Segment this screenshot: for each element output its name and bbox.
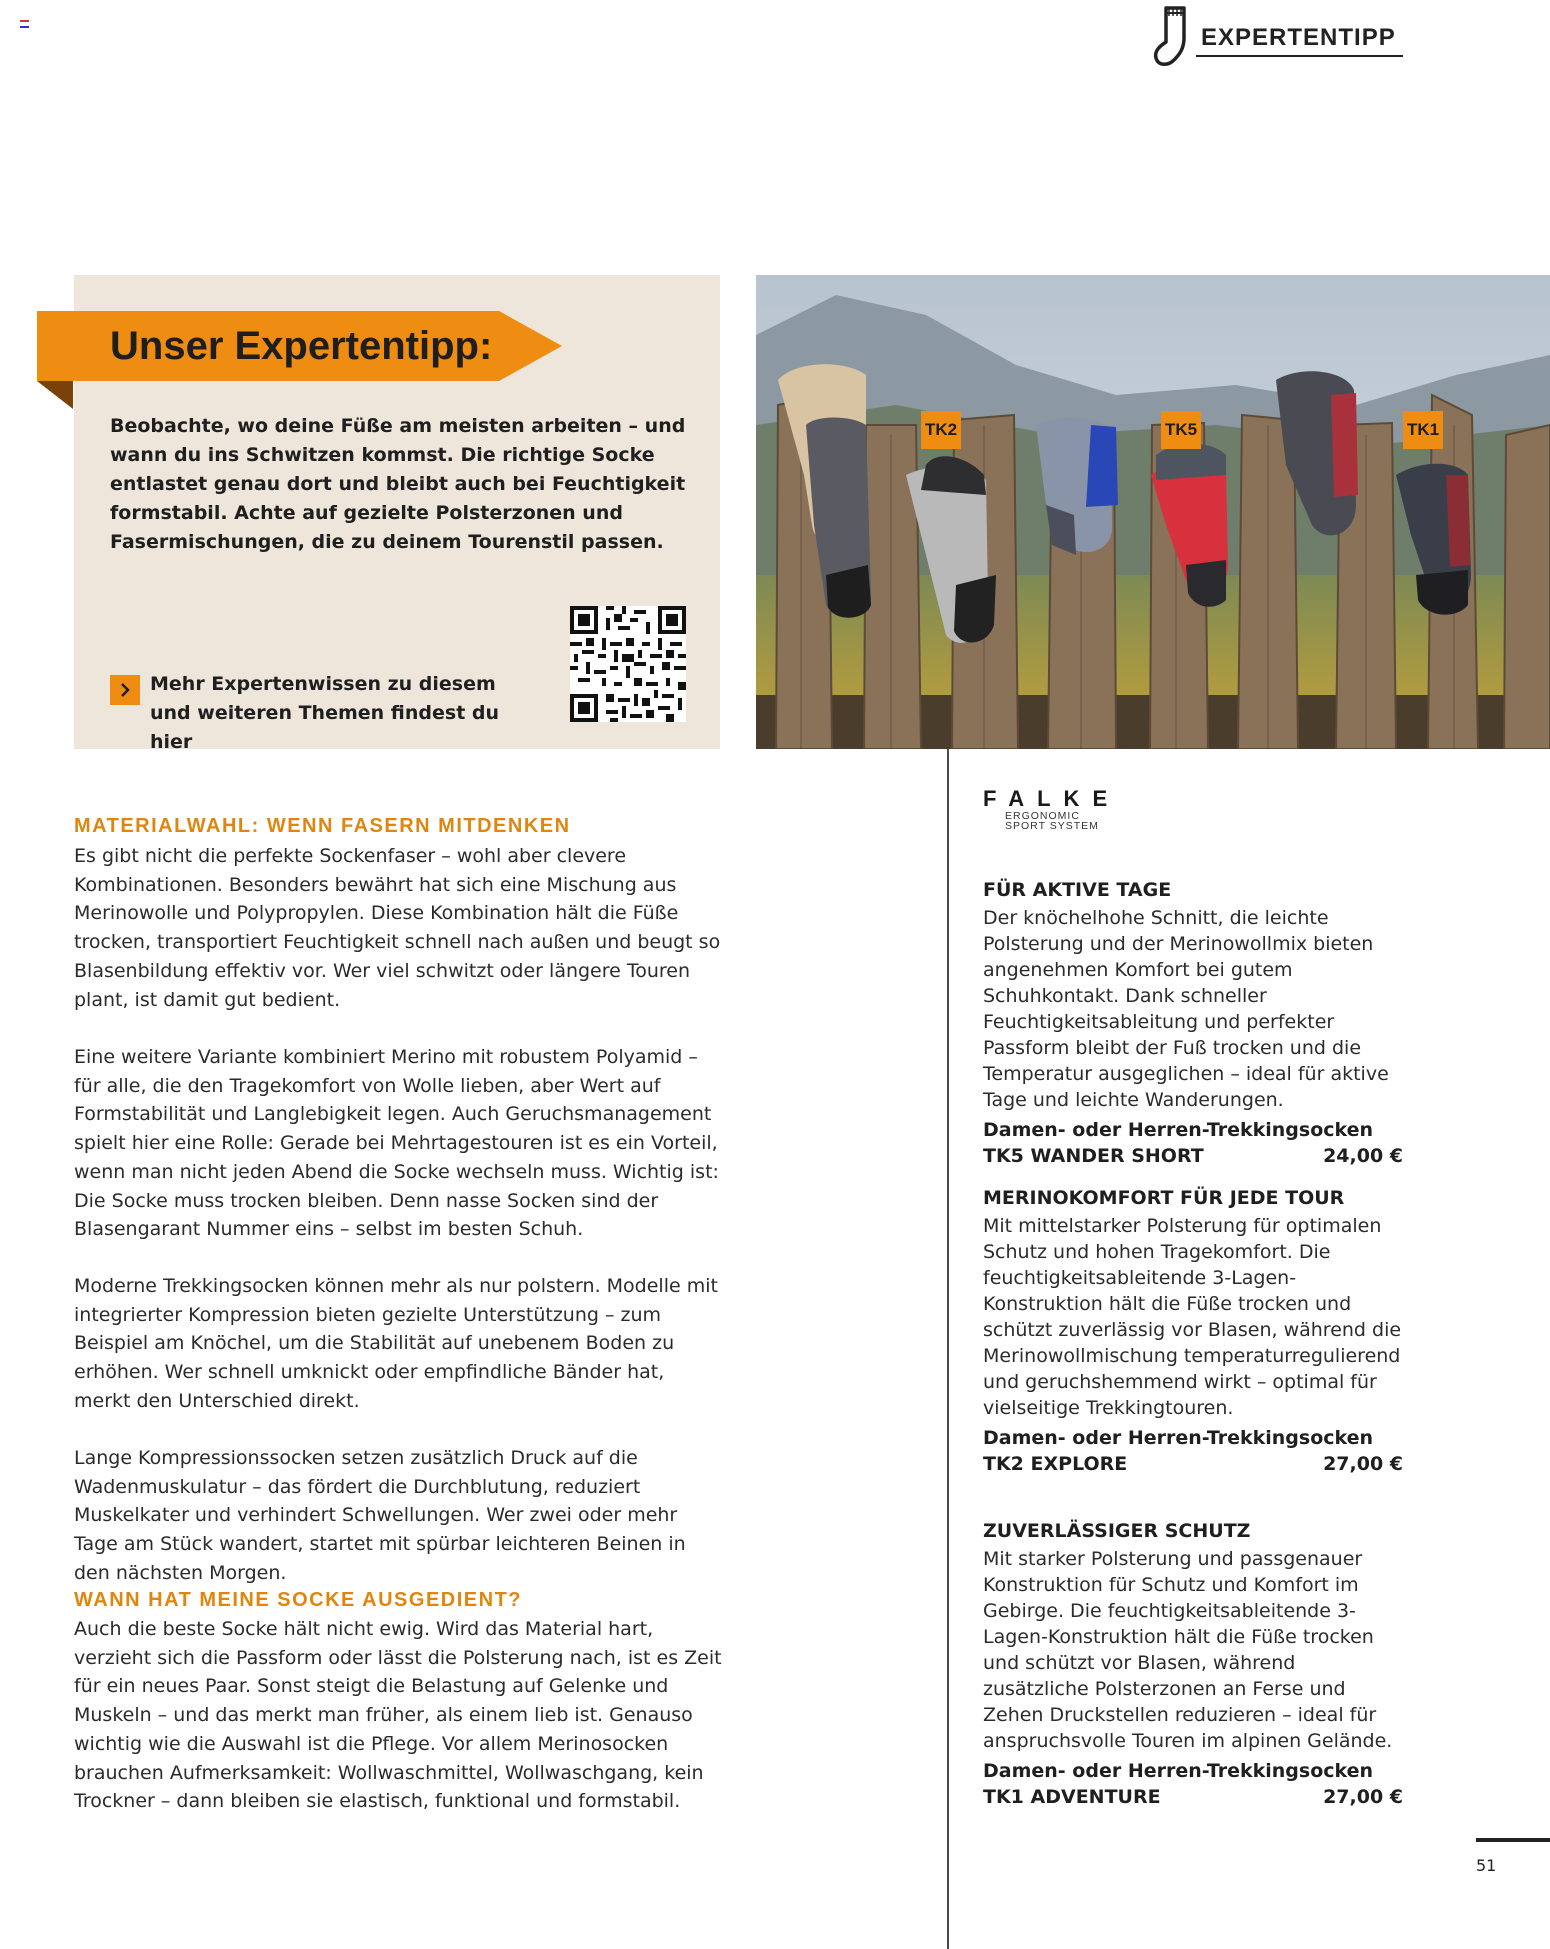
product-tk5 <box>983 877 1403 1169</box>
product-price: 27,00 € <box>1323 1453 1403 1475</box>
product-name: TK1 ADVENTURE <box>983 1786 1161 1808</box>
socks-fence-photo <box>756 275 1550 749</box>
qr-code[interactable] <box>570 606 686 722</box>
product-name: TK2 EXPLORE <box>983 1453 1128 1475</box>
product-description: Der knöchelhohe Schnitt, die leichte Polsterung und der Merinowollmix bieten angenehmen Komfort bei gutem Schuhkontakt. Dank schneller Feuchtigkeitsableitung und perfekter Passform bleibt der Fuß trocken und die Temperatur ausgeglichen – ideal für aktive Tage und leichte Wanderungen. <box>983 907 1389 1111</box>
sock-icon <box>1152 4 1192 68</box>
label-tk2: TK2 <box>921 411 961 449</box>
heading-materialwahl: MATERIALWAHL: WENN FASERN MITDENKEN <box>74 815 571 837</box>
product-tk2 <box>983 1185 1403 1477</box>
paragraph-1: Es gibt nicht die perfekte Sockenfaser – wohl aber clevere Kombinationen. Besonders bewährt hat sich eine Mischung aus Merinowolle und Polypropylen. Diese Kombination hält die Füße trocken, transportiert Feuchtigkeit schnell nach außen und beugt so Blasenbildung effektiv vor. Wer viel schwitzt oder längere Touren plant, ist damit gut bedient. <box>74 845 721 1011</box>
section-tag: EXPERTENTIPP <box>1201 24 1396 51</box>
product-description: Mit mittelstarker Polsterung für optimalen Schutz und hohen Tragekomfort. Die feuchtigkeitsableitende 3-Lagen-Konstruktion hält die Füße trocken und schützt zuverlässig vor Blasen, während die Merinowollmischung temperaturregulierend und geruchshemmend wirkt – optimal für vielseitige Trekkingtouren. <box>983 1215 1402 1419</box>
product-name: TK5 WANDER SHORT <box>983 1145 1204 1167</box>
column-divider <box>947 749 949 1949</box>
paragraph-2: Eine weitere Variante kombiniert Merino mit robustem Polyamid – für alle, die den Tragekomfort von Wolle lieben, aber Wert auf Formstabilität und Langlebigkeit legen. Auch Geruchsmanagement spielt hier eine Rolle: Gerade bei Mehrtagestouren ist es ein Vorteil, wenn man nicht jeden Abend die Socke wechseln muss. Wichtig ist: Die Socke muss trocken bleiben. Denn nasse Socken sind der Blasengarant Nummer eins – selbst im besten Schuh. <box>74 1046 719 1241</box>
paragraph-4: Lange Kompressionssocken setzen zusätzlich Druck auf die Wadenmuskulatur – das fördert die Durchblutung, reduziert Muskelkater und verhindert Schwellungen. Wer zwei oder mehr Tage am Stück wandert, startet mit spürbar leichteren Beinen in den nächsten Morgen. <box>74 1447 686 1584</box>
paragraph-3: Moderne Trekkingsocken können mehr als nur polstern. Modelle mit integrierter Kompression bieten gezielte Unterstützung – zum Beispiel am Knöchel, um die Stabilität auf unebenem Boden zu erhöhen. Wer schnell umknickt oder empfindliche Bänder hat, merkt den Unterschied direkt. <box>74 1275 718 1412</box>
falke-logo <box>983 787 1120 831</box>
product-title: MERINOKOMFORT FÜR JEDE TOUR <box>983 1187 1345 1209</box>
expert-link[interactable]: Mehr Expertenwissen zu diesem und weiteren Themen findest du hier <box>150 673 500 753</box>
expert-title: Unser Expertentipp: <box>110 324 493 368</box>
product-category: Damen- oder Herren-Trekkingsocken <box>983 1760 1374 1782</box>
banner-fold <box>37 381 73 409</box>
flag-icon <box>20 20 29 27</box>
brand-name: FALKE <box>983 786 1121 811</box>
brand-sub-1: ERGONOMIC <box>1005 810 1080 822</box>
label-tk1: TK1 <box>1403 411 1443 449</box>
expert-text: Beobachte, wo deine Füße am meisten arbeiten – und wann du ins Schwitzen kommst. Die richtige Socke entlastet genau dort und bleibt auch bei Feuchtigkeit formstabil. Achte auf gezielte Polsterzonen und Fasermischungen, die zu deinem Tourenstil passen. <box>110 415 686 553</box>
product-title: ZUVERLÄSSIGER SCHUTZ <box>983 1520 1251 1542</box>
product-category: Damen- oder Herren-Trekkingsocken <box>983 1119 1374 1141</box>
page-rule <box>1476 1838 1550 1842</box>
product-category: Damen- oder Herren-Trekkingsocken <box>983 1427 1374 1449</box>
label-tk5: TK5 <box>1161 411 1201 449</box>
product-title: FÜR AKTIVE TAGE <box>983 879 1172 901</box>
page-number: 51 <box>1476 1856 1497 1875</box>
product-price: 27,00 € <box>1323 1786 1403 1808</box>
chevron-right-icon[interactable] <box>110 675 140 705</box>
product-tk1 <box>983 1518 1403 1810</box>
brand-sub-2: SPORT SYSTEM <box>1005 820 1099 832</box>
heading-ausgedient: WANN HAT MEINE SOCKE AUSGEDIENT? <box>74 1589 523 1611</box>
paragraph-5: Auch die beste Socke hält nicht ewig. Wird das Material hart, verzieht sich die Passform oder lässt die Polsterung nach, ist es Zeit für ein neues Paar. Sonst steigt die Belastung auf Gelenke und Muskeln – und das merkt man früher, als einem lieb ist. Genauso wichtig wie die Auswahl ist die Pflege. Vor allem Merinosocken brauchen Aufmerksamkeit: Wollwaschmittel, Wollwaschgang, kein Trockner – dann bleiben sie elastisch, funktional und formstabil. <box>74 1618 722 1813</box>
section-rule <box>1196 55 1403 57</box>
product-price: 24,00 € <box>1323 1145 1403 1167</box>
product-description: Mit starker Polsterung und passgenauer Konstruktion für Schutz und Komfort im Gebirge. Die feuchtigkeitsableitende 3-Lagen-Konstruktion hält die Füße trocken und schützt vor Blasen, während zusätzliche Polsterzonen an Ferse und Zehen Druckstellen reduzieren – ideal für anspruchsvolle Touren im alpinen Gelände. <box>983 1548 1393 1752</box>
